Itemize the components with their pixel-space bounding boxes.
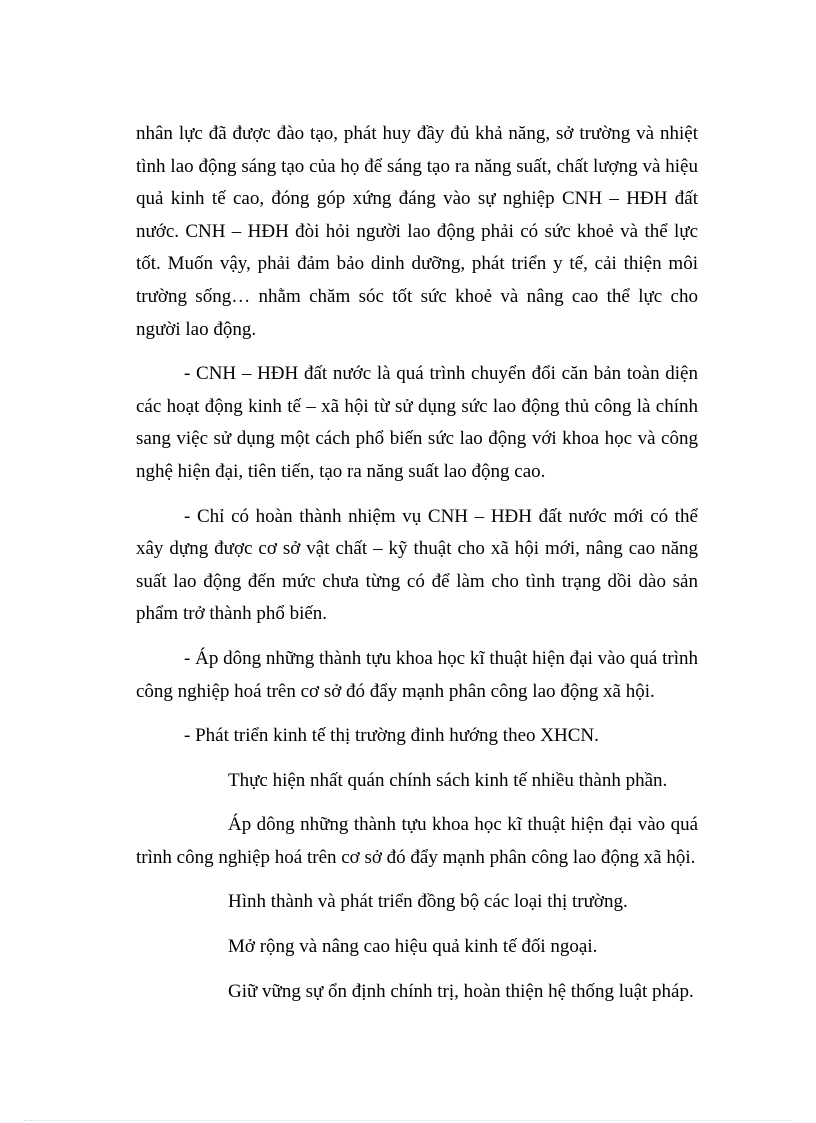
paragraph-cnh-hdh-transformation: - CNH – HĐH đất nước là quá trình chuyển đổi căn bản toàn diện các hoạt động kinh tế – xã hội từ sử dụng sức lao động thủ công là chính sang việc sử dụng một cách phổ biến sức lao động với khoa học và công nghệ hiện đại, tiên tiến, tạo ra năng suất lao động cao.	[136, 363, 698, 482]
paragraph-foreign-economy: Mở rộng và nâng cao hiệu quả kinh tế đối ngoại.	[228, 936, 598, 958]
paragraph-material-base: - Chỉ có hoàn thành nhiệm vụ CNH – HĐH đất nước mới có thể xây dựng được cơ sở vật chất – kỹ thuật cho xã hội mới, nâng cao năng suất lao động đến mức chưa từng có để làm cho tình trạng dồi dào sản phẩm trở thành phổ biến.	[136, 505, 698, 625]
paragraph-apply-technology-repeat: Áp dông những thành tựu khoa học kĩ thuật hiện đại vào quá trình công nghiệp hoá trên cơ sở đó đẩy mạnh phân công lao động xã hội.	[136, 814, 698, 868]
paragraph-market-development: Hình thành và phát triển đồng bộ các loại thị trường.	[228, 891, 628, 913]
paragraph-apply-technology: - Áp dông những thành tựu khoa học kĩ thuật hiện đại vào quá trình công nghiệp hoá trên cơ sở đó đẩy mạnh phân công lao động xã hội.	[136, 647, 698, 702]
paragraph-market-economy: - Phát triển kinh tế thị trường đinh hướng theo XHCN.	[184, 725, 599, 747]
paragraph-political-stability: Giữ vững sự ổn định chính trị, hoàn thiện hệ thống luật pháp.	[228, 980, 694, 1002]
document-body	[136, 118, 698, 1020]
paragraph-workforce: nhân lực đã được đào tạo, phát huy đầy đủ khả năng, sở trường và nhiệt tình lao động sáng tạo của họ để sáng tạo ra năng suất, chất lượng và hiệu quả kinh tế cao, đóng góp xứng đáng vào sự nghiệp CNH – HĐH đất nước. CNH – HĐH đòi hỏi người lao động phải có sức khoẻ và thể lực tốt. Muốn vậy, phải đảm bảo dinh dưỡng, phát triển y tế, cải thiện môi trường sống… nhằm chăm sóc tốt sức khoẻ và nâng cao thể lực cho người lao động.	[136, 123, 698, 340]
paragraph-multi-sector-policy: Thực hiện nhất quán chính sách kinh tế nhiều thành phần.	[228, 769, 668, 791]
page-bottom-divider	[24, 1120, 792, 1121]
